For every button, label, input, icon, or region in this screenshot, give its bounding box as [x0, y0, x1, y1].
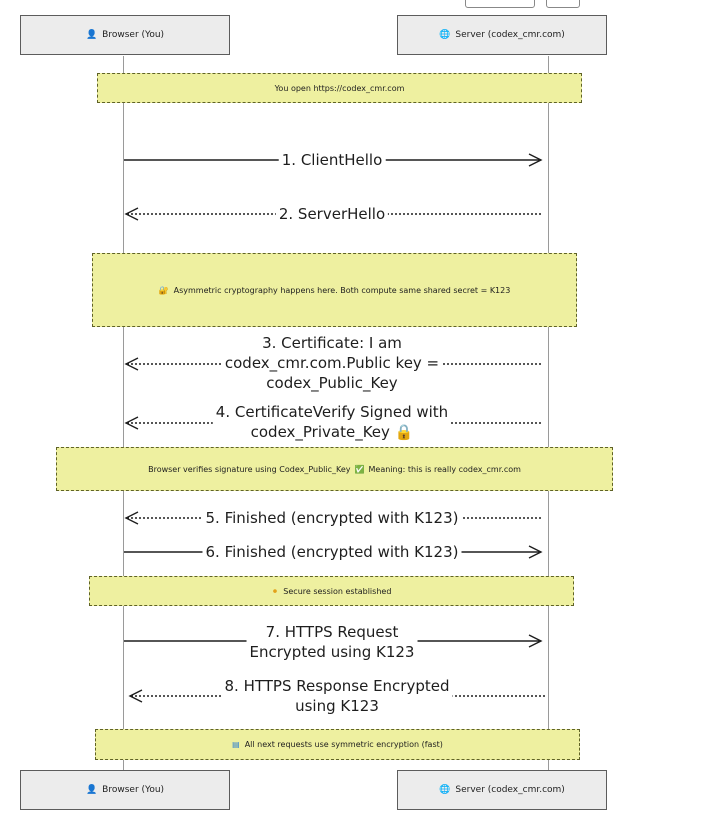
person-icon: 👤	[85, 785, 98, 795]
note-symmetric-text: All next requests use symmetric encryption (fast)	[244, 740, 443, 749]
message-finished-browser	[202, 542, 461, 562]
message-finished-server	[202, 508, 461, 528]
message-certificate	[222, 333, 442, 393]
message-https-response	[222, 676, 453, 716]
message-client-hello	[279, 150, 386, 170]
note-asymmetric-text: Asymmetric cryptography happens here. Both compute same shared secret = K123	[173, 285, 511, 295]
note-open-text: You open https://codex_cmr.com	[274, 83, 405, 93]
browser-actor-label: Browser (You)	[102, 30, 165, 40]
server-actor-label: Server (codex_cmr.com)	[455, 785, 565, 795]
note-verify-text-after: Meaning: this is really codex_cmr.com	[368, 464, 521, 474]
lock-key-icon: 🔐	[158, 285, 169, 295]
message-line: 7. HTTPS Request	[265, 623, 399, 641]
message-line: 6. Finished (encrypted with K123)	[205, 543, 459, 561]
message-line: codex_Public_Key	[266, 374, 398, 392]
message-line: Encrypted using K123	[249, 643, 415, 661]
note-secure-text: Secure session established	[283, 586, 392, 596]
message-line: 1. ClientHello	[281, 151, 383, 169]
symmetric-icon: ▤	[232, 740, 240, 749]
lock-icon: 🔒	[394, 423, 414, 441]
message-line: 5. Finished (encrypted with K123)	[205, 509, 459, 527]
message-line: 4. CertificateVerify Signed with	[215, 403, 449, 421]
globe-icon: 🌐	[439, 30, 451, 40]
message-server-hello	[276, 204, 388, 224]
globe-icon: 🌐	[439, 785, 451, 795]
message-line: using K123	[295, 697, 379, 715]
message-https-request	[247, 622, 418, 662]
message-line: 8. HTTPS Response Encrypted	[224, 677, 450, 695]
note-verify-text-before: Browser verifies signature using Codex_Public_Key	[148, 464, 351, 474]
shield-icon: ⚫	[271, 586, 279, 596]
browser-actor-label: Browser (You)	[102, 785, 165, 795]
server-actor-label: Server (codex_cmr.com)	[455, 30, 565, 40]
message-line: codex_cmr.com.Public key =	[224, 354, 440, 372]
message-line: 3. Certificate: I am	[262, 334, 402, 352]
person-icon: 👤	[85, 30, 98, 40]
message-line: 2. ServerHello	[278, 205, 386, 223]
message-certificate-verify	[213, 402, 451, 442]
check-icon: ✅	[354, 464, 365, 474]
message-line: codex_Private_Key	[250, 423, 390, 441]
